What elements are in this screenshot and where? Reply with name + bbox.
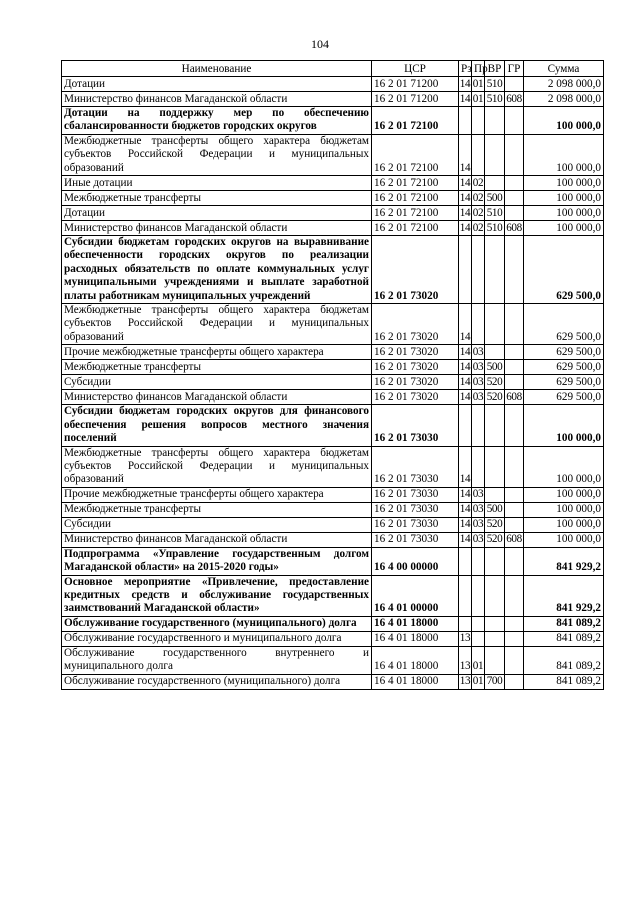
cell-vr: 520 xyxy=(485,532,505,547)
cell-pr: 02 xyxy=(472,206,484,219)
table-row xyxy=(62,134,604,175)
cell-name: Межбюджетные трансферты xyxy=(62,502,372,517)
cell-sum: 841 089,2 xyxy=(524,646,604,674)
cell-vr: 510 xyxy=(485,77,505,92)
cell-csr: 16 4 01 18000 xyxy=(372,674,459,689)
cell-sum: 100 000,0 xyxy=(524,134,604,175)
cell-sum: 841 089,2 xyxy=(524,674,604,689)
cell-pr: 03 xyxy=(472,518,484,531)
table-row xyxy=(62,502,604,517)
cell-name: Межбюджетные трансферты общего характера бюджетам субъектов Российской Федерации и муниципальных образований xyxy=(62,134,372,175)
table-row xyxy=(62,517,604,532)
cell-rz: 14 xyxy=(459,77,471,90)
cell-csr: 16 2 01 73020 xyxy=(372,390,459,405)
cell-name: Межбюджетные трансферты xyxy=(62,191,372,206)
cell-rz: 14 xyxy=(459,345,471,358)
cell-name: Прочие межбюджетные трансферты общего характера xyxy=(62,345,372,360)
cell-gr xyxy=(505,616,524,631)
table-row xyxy=(62,575,604,616)
cell-name: Межбюджетные трансферты общего характера бюджетам субъектов Российской Федерации и муниципальных образований xyxy=(62,446,372,487)
cell-rz: 14 xyxy=(459,134,472,175)
cell-name: Субсидии xyxy=(62,375,372,390)
cell-csr: 16 4 01 18000 xyxy=(372,631,459,646)
cell-gr xyxy=(505,631,524,646)
cell-csr: 16 2 01 72100 xyxy=(372,176,459,191)
cell-csr: 16 2 01 73030 xyxy=(372,532,459,547)
cell-csr: 16 2 01 73030 xyxy=(372,487,459,502)
cell-rz: 14 xyxy=(459,390,471,403)
header-gr: ГР xyxy=(505,61,524,77)
cell-pr xyxy=(472,547,485,575)
table-row xyxy=(62,360,604,375)
cell-vr: 510 xyxy=(485,221,505,236)
cell-sum: 100 000,0 xyxy=(524,532,604,547)
cell-rz: 13 xyxy=(459,646,472,674)
cell-rz: 14 xyxy=(459,176,471,189)
table-row xyxy=(62,304,604,345)
cell-rz xyxy=(459,575,472,616)
cell-name: Субсидии xyxy=(62,517,372,532)
cell-sum: 100 000,0 xyxy=(524,107,604,135)
table-header-row xyxy=(62,61,604,77)
cell-rz xyxy=(459,616,472,631)
table-row xyxy=(62,236,604,304)
cell-pr: 03 xyxy=(472,390,484,403)
cell-rz: 14 xyxy=(459,221,471,234)
header-sum: Сумма xyxy=(524,61,604,77)
cell-gr xyxy=(505,646,524,674)
cell-csr: 16 2 01 73020 xyxy=(372,360,459,375)
cell-csr: 16 2 01 73020 xyxy=(372,375,459,390)
cell-csr: 16 2 01 73030 xyxy=(372,502,459,517)
cell-pr xyxy=(472,446,485,487)
cell-sum: 100 000,0 xyxy=(524,446,604,487)
table-row xyxy=(62,646,604,674)
cell-sum: 100 000,0 xyxy=(524,191,604,206)
cell-csr: 16 2 01 73020 xyxy=(372,304,459,345)
cell-name: Прочие межбюджетные трансферты общего характера xyxy=(62,487,372,502)
cell-pr xyxy=(472,236,485,304)
cell-name: Субсидии бюджетам городских округов на выравнивание обеспеченности городских округов по реализации расходных обязательств по оплате коммунальных услуг муниципальными учреждениями и выплате заработной платы работникам муниципальных учреждений xyxy=(62,236,372,304)
table-row xyxy=(62,107,604,135)
cell-csr: 16 2 01 71200 xyxy=(372,77,459,92)
cell-gr xyxy=(505,547,524,575)
cell-vr xyxy=(485,134,505,175)
cell-csr: 16 2 01 72100 xyxy=(372,221,459,236)
cell-pr: 03 xyxy=(472,375,484,388)
cell-sum: 100 000,0 xyxy=(524,487,604,502)
cell-vr: 700 xyxy=(485,674,505,689)
table-row xyxy=(62,77,604,92)
cell-vr xyxy=(485,631,505,646)
cell-csr: 16 2 01 72100 xyxy=(372,107,459,135)
table-row xyxy=(62,487,604,502)
cell-pr: 03 xyxy=(472,533,484,546)
cell-sum: 629 500,0 xyxy=(524,390,604,405)
cell-gr xyxy=(505,134,524,175)
cell-rz: 14 xyxy=(459,518,471,531)
cell-vr: 500 xyxy=(485,502,505,517)
cell-gr xyxy=(505,405,524,446)
budget-table xyxy=(61,60,604,690)
cell-pr: 03 xyxy=(472,488,484,501)
cell-gr xyxy=(505,206,524,221)
cell-csr: 16 4 01 18000 xyxy=(372,646,459,674)
cell-gr: 608 xyxy=(506,390,522,403)
cell-name: Министерство финансов Магаданской области xyxy=(62,390,372,405)
cell-gr: 608 xyxy=(506,533,522,546)
cell-csr: 16 2 01 72100 xyxy=(372,191,459,206)
cell-rz: 14 xyxy=(459,191,471,204)
cell-sum: 629 500,0 xyxy=(524,345,604,360)
table-row xyxy=(62,547,604,575)
cell-sum: 2 098 000,0 xyxy=(524,92,604,107)
cell-sum: 2 098 000,0 xyxy=(524,77,604,92)
cell-gr xyxy=(505,487,524,502)
table-row xyxy=(62,191,604,206)
cell-sum: 629 500,0 xyxy=(524,375,604,390)
cell-name: Подпрограмма «Управление государственным долгом Магаданской области» на 2015-2020 годы» xyxy=(62,547,372,575)
cell-sum: 841 929,2 xyxy=(524,547,604,575)
cell-csr: 16 4 00 00000 xyxy=(372,547,459,575)
cell-gr xyxy=(505,107,524,135)
cell-csr: 16 2 01 73020 xyxy=(372,345,459,360)
cell-rz: 13 xyxy=(459,675,471,688)
cell-sum: 100 000,0 xyxy=(524,502,604,517)
table-row xyxy=(62,532,604,547)
table-row xyxy=(62,345,604,360)
cell-gr xyxy=(505,77,524,92)
cell-pr: 01 xyxy=(472,675,484,688)
cell-rz: 14 xyxy=(459,503,471,516)
cell-pr xyxy=(472,616,485,631)
cell-csr: 16 2 01 72100 xyxy=(372,134,459,175)
cell-sum: 841 929,2 xyxy=(524,575,604,616)
cell-gr xyxy=(505,304,524,345)
cell-csr: 16 2 01 73030 xyxy=(372,446,459,487)
cell-pr: 02 xyxy=(472,176,484,189)
cell-gr xyxy=(505,176,524,191)
cell-rz: 14 xyxy=(459,206,471,219)
cell-name: Министерство финансов Магаданской области xyxy=(62,532,372,547)
cell-csr: 16 4 01 00000 xyxy=(372,575,459,616)
cell-csr: 16 2 01 72100 xyxy=(372,206,459,221)
cell-csr: 16 2 01 73020 xyxy=(372,236,459,304)
table-row xyxy=(62,92,604,107)
table-row xyxy=(62,631,604,646)
cell-vr: 520 xyxy=(485,517,505,532)
cell-name: Основное мероприятие «Привлечение, предоставление кредитных средств и обслуживание государственных заимствований Магаданской области» xyxy=(62,575,372,616)
cell-name: Обслуживание государственного (муниципального) долга xyxy=(62,616,372,631)
cell-vr: 520 xyxy=(485,390,505,405)
cell-rz: 14 xyxy=(459,360,471,373)
table-row xyxy=(62,390,604,405)
cell-pr: 03 xyxy=(472,503,484,516)
cell-rz: 14 xyxy=(459,446,472,487)
cell-name: Обслуживание государственного (муниципального) долга xyxy=(62,674,372,689)
cell-name: Межбюджетные трансферты общего характера бюджетам субъектов Российской Федерации и муниципальных образований xyxy=(62,304,372,345)
cell-gr xyxy=(505,517,524,532)
cell-name: Дотации на поддержку мер по обеспечению сбалансированности бюджетов городских округов xyxy=(62,107,372,135)
cell-gr: 608 xyxy=(506,92,522,105)
cell-pr xyxy=(472,405,485,446)
cell-gr xyxy=(505,502,524,517)
page-number: 104 xyxy=(311,37,329,51)
cell-rz: 14 xyxy=(459,533,471,546)
cell-rz: 14 xyxy=(459,304,472,345)
cell-csr: 16 2 01 73030 xyxy=(372,405,459,446)
cell-vr xyxy=(485,107,505,135)
cell-sum: 629 500,0 xyxy=(524,360,604,375)
cell-gr xyxy=(505,236,524,304)
cell-gr xyxy=(505,375,524,390)
cell-vr xyxy=(485,616,505,631)
cell-sum: 100 000,0 xyxy=(524,206,604,221)
cell-name: Субсидии бюджетам городских округов для финансового обеспечения решения вопросов местного значения поселений xyxy=(62,405,372,446)
header-pr: Пр xyxy=(472,61,485,77)
header-rz: Рз xyxy=(459,61,472,77)
cell-vr: 510 xyxy=(485,206,505,221)
cell-vr xyxy=(485,236,505,304)
cell-name: Иные дотации xyxy=(62,176,372,191)
cell-name: Обслуживание государственного внутреннего и муниципального долга xyxy=(62,646,372,674)
cell-vr: 510 xyxy=(485,92,505,107)
cell-pr xyxy=(472,107,485,135)
cell-pr xyxy=(472,575,485,616)
cell-gr xyxy=(505,360,524,375)
cell-vr xyxy=(485,575,505,616)
table-row xyxy=(62,446,604,487)
cell-vr xyxy=(485,547,505,575)
cell-pr xyxy=(472,304,485,345)
cell-pr xyxy=(472,631,485,646)
cell-pr: 02 xyxy=(472,191,484,204)
table-body xyxy=(62,77,604,690)
table-row xyxy=(62,176,604,191)
cell-rz: 14 xyxy=(459,92,471,105)
header-csr: ЦСР xyxy=(372,61,459,77)
cell-gr xyxy=(505,674,524,689)
cell-gr xyxy=(505,345,524,360)
cell-rz xyxy=(459,547,472,575)
table-row xyxy=(62,616,604,631)
cell-name: Дотации xyxy=(62,206,372,221)
cell-pr: 01 xyxy=(472,646,485,674)
cell-sum: 100 000,0 xyxy=(524,405,604,446)
cell-pr: 03 xyxy=(472,360,484,373)
cell-sum: 841 089,2 xyxy=(524,616,604,631)
cell-rz: 13 xyxy=(459,632,471,645)
cell-rz: 14 xyxy=(459,375,471,388)
cell-name: Дотации xyxy=(62,77,372,92)
cell-rz xyxy=(459,107,472,135)
cell-vr: 520 xyxy=(485,375,505,390)
cell-sum: 629 500,0 xyxy=(524,304,604,345)
cell-vr: 500 xyxy=(485,191,505,206)
table-row xyxy=(62,221,604,236)
cell-gr: 608 xyxy=(506,221,522,234)
cell-vr xyxy=(485,446,505,487)
cell-vr xyxy=(485,304,505,345)
cell-vr xyxy=(485,345,505,360)
header-vr: ВР xyxy=(485,61,505,77)
cell-name: Министерство финансов Магаданской области xyxy=(62,92,372,107)
cell-sum: 629 500,0 xyxy=(524,236,604,304)
header-name: Наименование xyxy=(62,61,372,77)
cell-pr: 02 xyxy=(472,221,484,234)
cell-vr xyxy=(485,646,505,674)
table-row xyxy=(62,674,604,689)
cell-pr: 01 xyxy=(472,92,484,105)
cell-vr xyxy=(485,176,505,191)
cell-name: Министерство финансов Магаданской области xyxy=(62,221,372,236)
cell-pr: 01 xyxy=(472,77,484,90)
cell-pr xyxy=(472,134,485,175)
table-row xyxy=(62,206,604,221)
cell-csr: 16 4 01 18000 xyxy=(372,616,459,631)
cell-sum: 100 000,0 xyxy=(524,517,604,532)
cell-csr: 16 2 01 73030 xyxy=(372,517,459,532)
cell-pr: 03 xyxy=(472,345,484,358)
table-row xyxy=(62,375,604,390)
cell-gr xyxy=(505,191,524,206)
cell-name: Межбюджетные трансферты xyxy=(62,360,372,375)
cell-vr xyxy=(485,405,505,446)
cell-gr xyxy=(505,575,524,616)
cell-rz xyxy=(459,405,472,446)
cell-sum: 841 089,2 xyxy=(524,631,604,646)
cell-vr xyxy=(485,487,505,502)
cell-vr: 500 xyxy=(485,360,505,375)
cell-rz: 14 xyxy=(459,488,471,501)
cell-sum: 100 000,0 xyxy=(524,221,604,236)
table-row xyxy=(62,405,604,446)
cell-sum: 100 000,0 xyxy=(524,176,604,191)
cell-name: Обслуживание государственного и муниципального долга xyxy=(62,631,372,646)
cell-gr xyxy=(505,446,524,487)
cell-rz xyxy=(459,236,472,304)
cell-csr: 16 2 01 71200 xyxy=(372,92,459,107)
